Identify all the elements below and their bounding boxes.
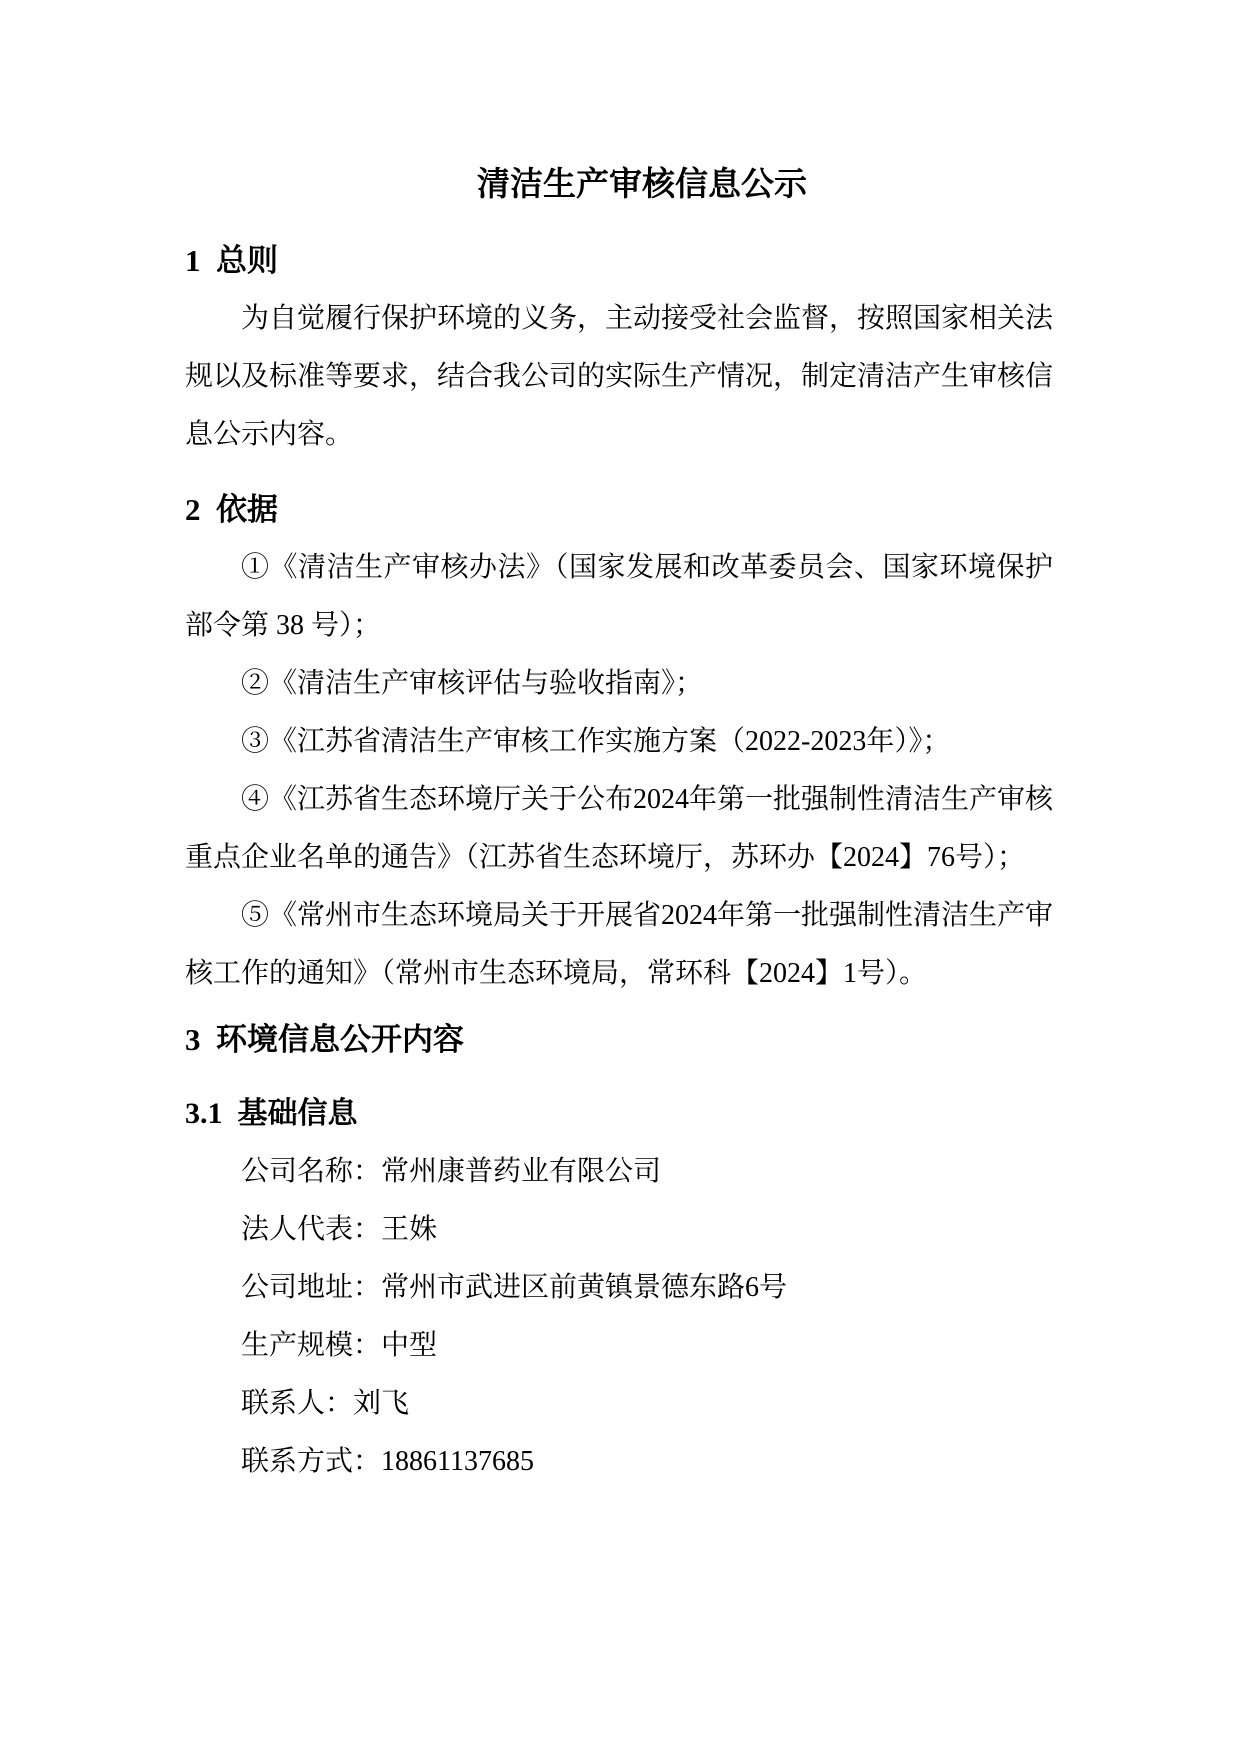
info-line-production-scale: 生产规模：中型	[241, 1330, 438, 1361]
basis-item-3: ③《江苏省清洁生产审核工作实施方案（2022-2023年）》；	[241, 726, 951, 757]
info-line-contact-phone: 联系方式：18861137685	[241, 1446, 534, 1477]
info-line-company-name: 公司名称：常州康普药业有限公司	[241, 1156, 662, 1187]
section-disclosure-heading: 3 环境信息公开内容	[185, 1022, 464, 1057]
basis-item-5: ⑤《常州市生态环境局关于开展省2024年第一批强制性清洁生产审核工作的通知》（常州市生态环境局，常环科【2024】1号）。	[185, 900, 1054, 989]
document-title: 清洁生产审核信息公示	[477, 167, 807, 203]
basis-item-2: ②《清洁生产审核评估与验收指南》；	[241, 668, 704, 699]
subsection-basic-info-heading: 3.1 基础信息	[185, 1097, 358, 1130]
section-basis-heading: 2 依据	[185, 492, 278, 527]
basis-item-4: ④《江苏省生态环境厅关于公布2024年第一批强制性清洁生产审核重点企业名单的通告》（江苏省生态环境厅，苏环办【2024】76号）；	[185, 784, 1054, 873]
section-general-paragraph: 为自觉履行保护环境的义务，主动接受社会监督，按照国家相关法规以及标准等要求，结合我公司的实际生产情况，制定清洁产生审核信息公示内容。	[185, 303, 1054, 450]
section-general-heading: 1 总则	[185, 243, 278, 278]
info-line-contact-person: 联系人：刘飞	[241, 1388, 410, 1419]
info-line-legal-representative: 法人代表：王姝	[241, 1214, 438, 1245]
info-line-company-address: 公司地址：常州市武进区前黄镇景德东路6号	[241, 1272, 788, 1303]
basis-item-1: ①《清洁生产审核办法》（国家发展和改革委员会、国家环境保护部令第 38 号）；	[185, 552, 1053, 641]
